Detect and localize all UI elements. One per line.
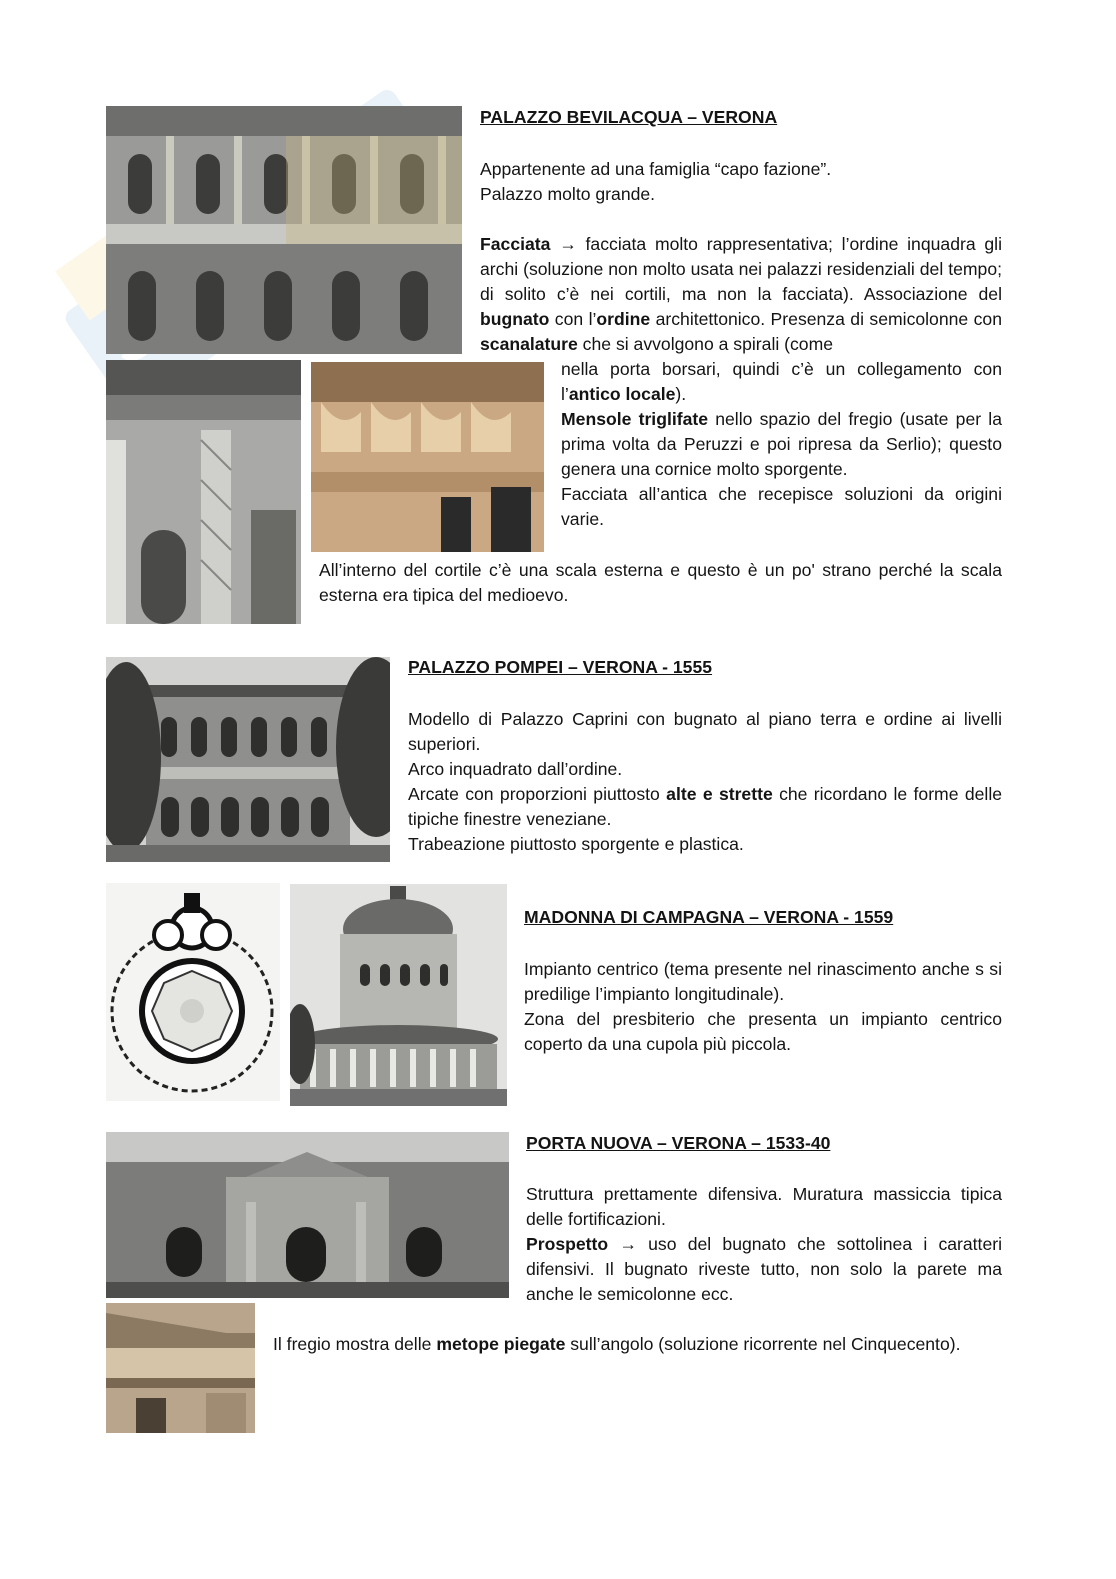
antica-line: Facciata all’antica che recepisce soluzioni da origini varie. — [561, 484, 1002, 529]
scanalature-term: scanalature — [480, 334, 578, 354]
pompei-title: PALAZZO POMPEI – VERONA - 1555 — [408, 657, 713, 677]
porta-title: PORTA NUOVA – VERONA – 1533-40 — [526, 1133, 831, 1153]
cont-text-a: nella porta borsari, quindi c’è un collegamento con l’ — [561, 359, 1002, 404]
cont-text-b: ). — [675, 384, 687, 404]
facciata-text-b: con l’ — [549, 309, 597, 329]
bevilacqua-intro — [480, 157, 1002, 207]
bevilacqua-facciata-paragraph — [480, 232, 1002, 357]
ordine-term: ordine — [596, 309, 651, 329]
madonna-title: MADONNA DI CAMPAGNA – VERONA - 1559 — [524, 907, 894, 927]
madonna-paragraph — [524, 957, 1002, 1057]
bevilacqua-column-detail-photo — [106, 360, 301, 624]
palazzo-pompei-photo — [106, 657, 390, 862]
porta-line1: Struttura prettamente difensiva. Muratura massiccia tipica delle fortificazioni. — [526, 1184, 1002, 1229]
metope-term: metope piegate — [436, 1334, 566, 1354]
arrow-icon: → — [559, 234, 577, 254]
pompei-paragraph — [408, 707, 1002, 857]
arrow-icon: → — [619, 1234, 637, 1254]
pompei-line3 — [408, 782, 1002, 832]
palazzo-bevilacqua-facade-photo — [106, 106, 462, 354]
porta-nuova-photo — [106, 1132, 509, 1298]
antico-locale-term: antico locale — [568, 384, 676, 404]
facciata-text-c: architettonico. Presenza di semicolonne con — [650, 309, 1002, 329]
bevilacqua-cortile-paragraph: All’interno del cortile c’è una scala esterna e questo è un po' strano perché la scala esterna era tipica del medioevo. — [319, 560, 1002, 605]
porta-fregio-line — [273, 1332, 1013, 1357]
pompei-line2: Arco inquadrato dall’ordine. — [408, 759, 623, 779]
fregio-text-b: sull’angolo (soluzione ricorrente nel Cinquecento). — [565, 1334, 961, 1354]
mensole-term: Mensole triglifate — [561, 409, 709, 429]
facciata-label: Facciata — [480, 234, 551, 254]
bevilacqua-title: PALAZZO BEVILACQUA – VERONA — [480, 107, 778, 127]
pompei-line4: Trabeazione piuttosto sporgente e plastica. — [408, 834, 744, 854]
madonna-line2: Zona del presbiterio che presenta un impianto centrico coperto da una cupola più piccola. — [524, 1009, 1002, 1054]
mensole-line — [561, 407, 1002, 482]
porta-nuova-frieze-photo — [106, 1303, 255, 1433]
pompei-line3-a: Arcate con proporzioni piuttosto — [408, 784, 667, 804]
pompei-line3-c: che ricordano le forme delle tipiche finestre veneziane. — [408, 784, 1003, 829]
prospetto-term: Prospetto — [526, 1234, 609, 1254]
porta-line2 — [526, 1232, 1002, 1307]
bevilacqua-mensole-photo — [311, 362, 544, 552]
bevilacqua-intro-line1: Appartenente ad una famiglia “capo fazione”. — [480, 159, 832, 179]
madonna-campagna-plan-drawing — [106, 883, 280, 1101]
bugnato-term: bugnato — [480, 309, 550, 329]
cont-line — [561, 357, 1002, 407]
facciata-text-d: che si avvolgono a spirali (come — [577, 334, 834, 354]
bevilacqua-continued-paragraph — [561, 357, 1002, 532]
fregio-text-a: Il fregio mostra delle — [273, 1334, 437, 1354]
facciata-text-a: facciata molto rappresentativa; l’ordine inquadra gli archi (soluzione non molto usata nei palazzi residenziali del tempo; di solito c’è nei cortili, ma non la facciata). Associazione del — [480, 234, 1002, 304]
madonna-campagna-exterior-photo — [290, 884, 507, 1106]
pompei-line1: Modello di Palazzo Caprini con bugnato al piano terra e ordine ai livelli superiori. — [408, 709, 1002, 754]
alte-strette-term: alte e strette — [666, 784, 773, 804]
madonna-line1: Impianto centrico (tema presente nel rinascimento anche s si predilige l’impianto longitudinale). — [524, 959, 1002, 1004]
bevilacqua-intro-line2: Palazzo molto grande. — [480, 184, 656, 204]
porta-line2-text: uso del bugnato che sottolinea i caratteri difensivi. Il bugnato riveste tutto, non solo la parete ma anche le semicolonne ecc. — [526, 1234, 1002, 1304]
mensole-text: nello spazio del fregio (usate per la prima volta da Peruzzi e poi ripresa da Serlio); questo genera una cornice molto sporgente. — [561, 409, 1002, 479]
porta-paragraph — [526, 1182, 1002, 1307]
